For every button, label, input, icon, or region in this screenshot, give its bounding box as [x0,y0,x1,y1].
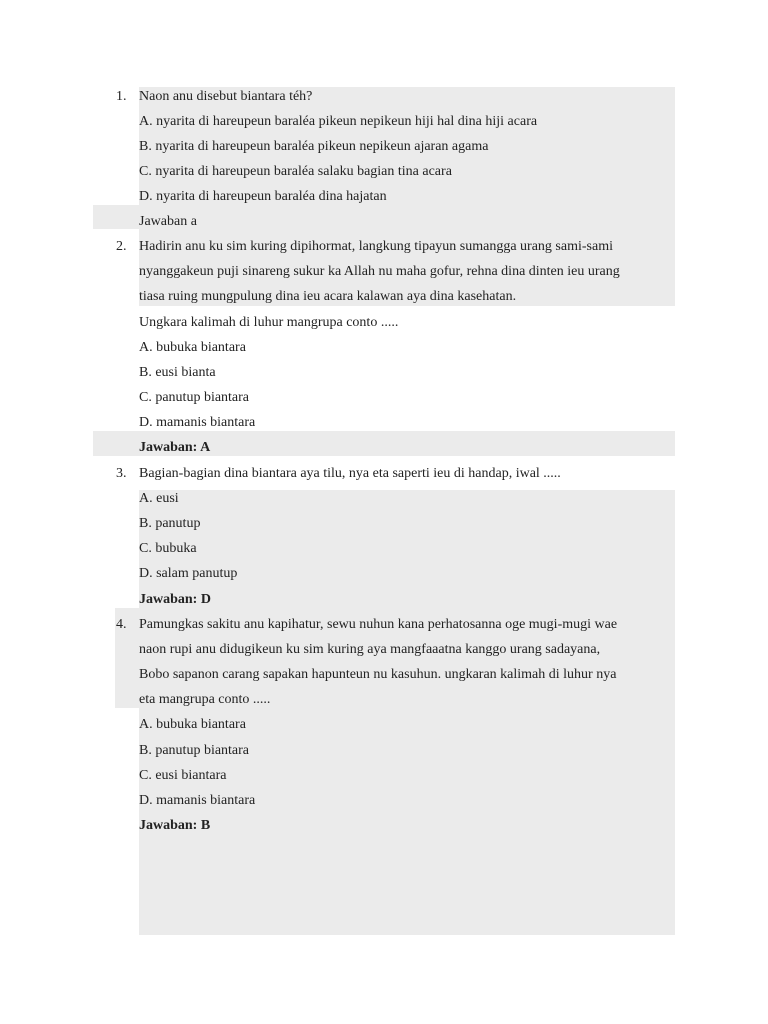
option-c: C. panutup biantara [139,390,250,405]
option-b: B. eusi bianta [139,365,216,380]
option-a: A. nyarita di hareupeun baraléa pikeun nepikeun hiji hal dina hiji acara [139,114,538,129]
answer: Jawaban a [139,214,197,229]
option-c: C. nyarita di hareupeun baraléa salaku bagian tina acara [139,164,452,179]
option-c: C. eusi biantara [139,768,227,783]
option-a: A. bubuka biantara [139,717,246,732]
option-d: D. mamanis biantara [139,415,256,430]
question-prompt: Ungkara kalimah di luhur mangrupa conto ..... [139,315,399,330]
question-text: eta mangrupa conto ..... [139,692,271,707]
question-text: nyanggakeun puji sinareng sukur ka Allah nu maha gofur, rehna dina dinten ieu urang [139,264,620,279]
question-number: 1. [116,89,127,104]
option-d: D. mamanis biantara [139,793,256,808]
question-text: Naon anu disebut biantara téh? [139,89,313,104]
question-number: 4. [116,617,127,632]
shaded-block [139,490,675,608]
question-text: Pamungkas sakitu anu kapihatur, sewu nuhun kana perhatosanna oge mugi-mugi wae [139,617,618,632]
question-text: Hadirin anu ku sim kuring dipihormat, langkung tipayun sumangga urang sami-sami [139,239,613,254]
option-d: D. nyarita di hareupeun baraléa dina hajatan [139,189,387,204]
option-b: B. panutup [139,516,201,531]
answer: Jawaban: B [139,818,211,833]
answer: Jawaban: D [139,592,211,607]
option-a: A. bubuka biantara [139,340,246,355]
question-number: 2. [116,239,127,254]
question-text: Bagian-bagian dina biantara aya tilu, nya eta saperti ieu di handap, iwal ..... [139,466,561,481]
question-text: naon rupi anu didugikeun ku sim kuring aya mangfaaatna kanggo urang sadayana, [139,642,601,657]
option-a: A. eusi [139,491,179,506]
option-d: D. salam panutup [139,566,238,581]
question-number: 3. [116,466,127,481]
answer: Jawaban: A [139,440,211,455]
option-b: B. nyarita di hareupeun baraléa pikeun nepikeun ajaran agama [139,139,489,154]
option-b: B. panutup biantara [139,743,250,758]
option-c: C. bubuka [139,541,197,556]
question-text: tiasa ruing mungpulung dina ieu acara kalawan aya dina kasehatan. [139,289,517,304]
question-text: Bobo sapanon carang sapakan hapunteun nu kasuhun. ungkaran kalimah di luhur nya [139,667,617,682]
